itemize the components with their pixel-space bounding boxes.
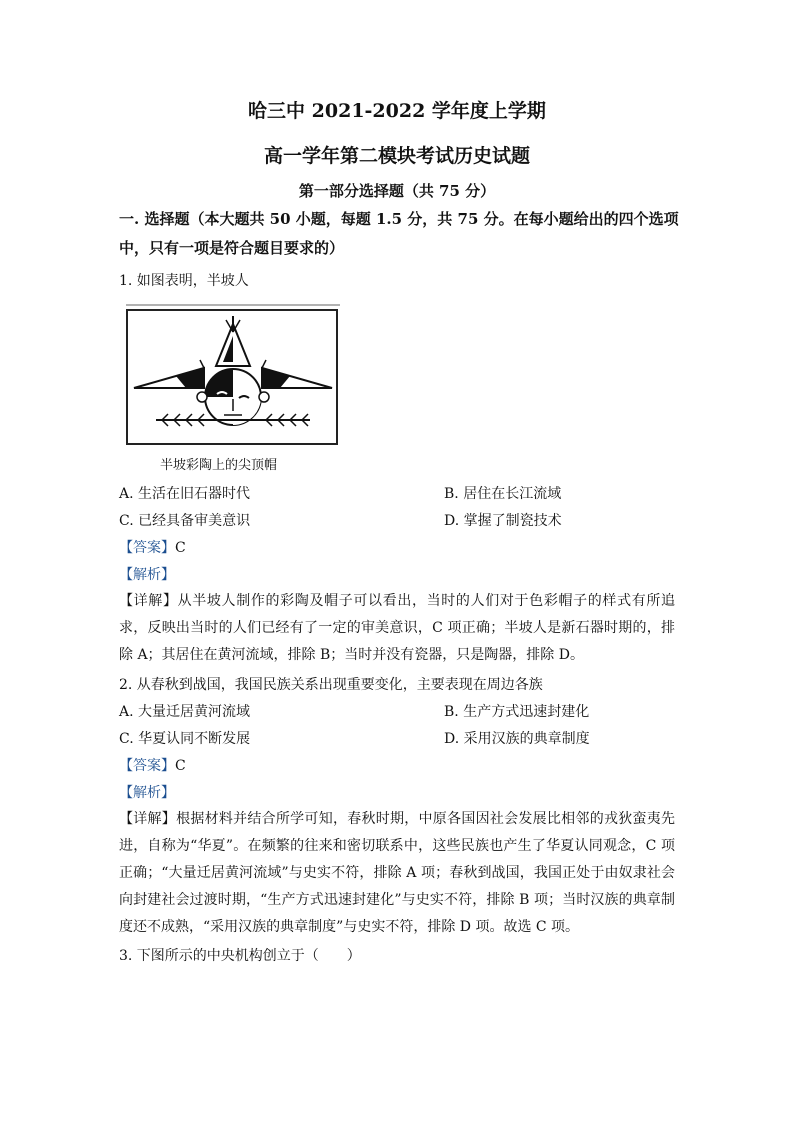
question-3-stem: 3. 下图所示的中央机构创立于（ ） <box>119 948 361 964</box>
question-2-answer <box>119 757 186 775</box>
answer-tag: 【答案】 <box>119 540 175 556</box>
question-2-stem: 2. 从春秋到战国，我国民族关系出现重要变化，主要表现在周边各族 <box>119 677 543 693</box>
answer-value: C <box>175 540 186 556</box>
question-1-option-c: C. 已经具备审美意识 <box>119 513 251 529</box>
question-2-detail <box>119 806 675 941</box>
detail-text: 根据材料并结合所学可知，春秋时期，中原各国因社会发展比相邻的戎狄蛮夷先进，自称为“华夏”。在频繁的往来和密切联系中，这些民族也产生了华夏认同观念，C 项正确；“大量迁居黄河流域”与史实不符，排除 A 项；春秋到战国，我国正处于由奴隶社会向封建社会过渡时期，“生产方式迅速封建化”与史实不符，排除 B 项；当时汉族的典章制度还不成熟，“采用汉族的典章制度”与史实不符，排除 D 项。故选 C 项。 <box>119 811 676 935</box>
analysis-tag: 【解析】 <box>119 567 175 583</box>
question-1-stem: 1. 如图表明，半坡人 <box>119 273 249 289</box>
question-1-option-b: B. 居住在长江流域 <box>444 486 562 502</box>
detail-tag: 【详解】 <box>119 593 178 609</box>
question-2-option-a: A. 大量迁居黄河流域 <box>119 704 251 720</box>
question-1-option-d: D. 掌握了制瓷技术 <box>444 513 562 529</box>
question-2-option-c: C. 华夏认同不断发展 <box>119 731 251 747</box>
answer-tag: 【答案】 <box>119 758 175 774</box>
question-1-answer <box>119 539 186 557</box>
question-1-analysis-tag <box>119 566 175 584</box>
question-1-option-a: A. 生活在旧石器时代 <box>119 486 251 502</box>
exam-subtitle: 高一学年第二模块考试历史试题 <box>263 145 530 167</box>
exam-title: 哈三中 2021-2022 学年度上学期 <box>248 100 546 122</box>
question-1-detail <box>119 588 675 669</box>
detail-text: 从半坡人制作的彩陶及帽子可以看出，当时的人们对于色彩帽子的样式有所追求，反映出当时的人们已经有了一定的审美意识，C 项正确；半坡人是新石器时期的，排除 A；其居住在黄河流域，排除 B；当时并没有瓷器，只是陶器，排除 D。 <box>119 593 676 663</box>
detail-tag: 【详解】 <box>119 811 177 827</box>
question-2-analysis-tag <box>119 784 175 802</box>
pottery-hat-image <box>126 302 340 446</box>
question-1-figure <box>126 302 340 446</box>
analysis-tag: 【解析】 <box>119 785 175 801</box>
answer-value: C <box>175 758 186 774</box>
question-2-option-d: D. 采用汉族的典章制度 <box>444 731 590 747</box>
part-title: 第一部分选择题（共 75 分） <box>298 182 496 200</box>
section-heading: 一. 选择题（本大题共 50 小题，每题 1.5 分，共 75 分。在每小题给出的四个选项中，只有一项是符合题目要求的） <box>119 210 679 257</box>
question-2-option-b: B. 生产方式迅速封建化 <box>444 704 590 720</box>
figure-caption: 半坡彩陶上的尖顶帽 <box>160 458 278 473</box>
